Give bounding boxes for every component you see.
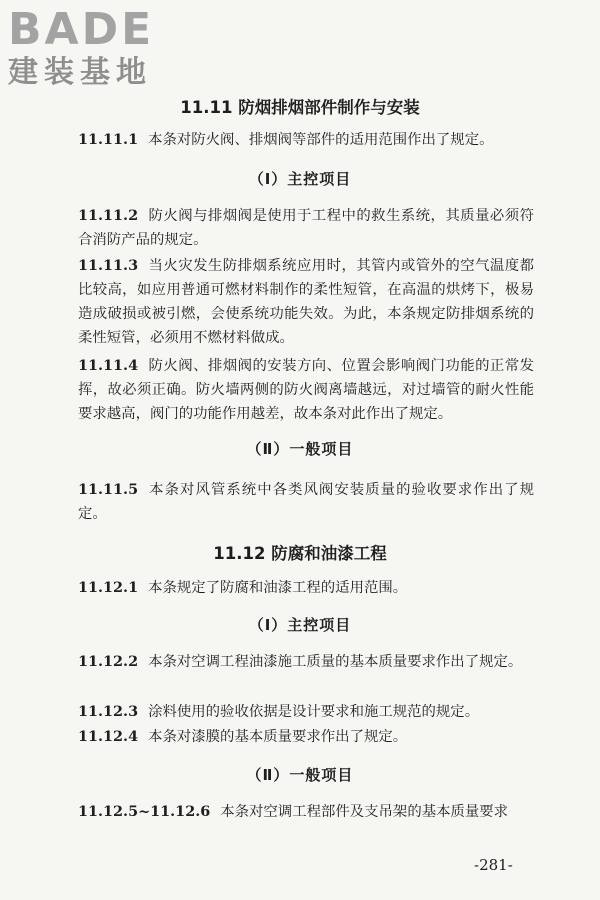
subheading-general-items: （Ⅱ）一般项目 xyxy=(246,766,354,784)
clause-11-11-5 xyxy=(78,478,534,526)
clause-text: 当火灾发生防排烟系统应用时，其管内或管外的空气温度都比较高，如应用普通可燃材料制作的柔性短管，在高温的烘烤下，极易造成破损或被引燃，会使系统功能失效。为此，本条规定防排烟系统的柔性短管，必须用不燃材料做成。 xyxy=(78,258,534,346)
clause-11-12-4 xyxy=(78,725,534,749)
clause-text: 本条对漆膜的基本质量要求作出了规定。 xyxy=(148,729,408,745)
logo xyxy=(8,6,178,94)
clause-number: 11.11.2 xyxy=(78,207,139,224)
subheading-main-items: （Ⅰ）主控项目 xyxy=(248,170,352,188)
clause-number: 11.11.3 xyxy=(78,257,139,274)
clause-11-11-1 xyxy=(78,128,534,152)
clause-11-12-3 xyxy=(78,700,534,724)
subheading-main-items: （Ⅰ）主控项目 xyxy=(248,616,352,634)
clause-11-11-2 xyxy=(78,204,534,252)
clause-text: 本条规定了防腐和油漆工程的适用范围。 xyxy=(148,580,408,596)
clause-text: 防火阀、排烟阀的安装方向、位置会影响阀门功能的正常发挥，故必须正确。防火墙两侧的防火阀离墙越远，对过墙管的耐火性能要求越高，阀门的功能作用越差，故本条对此作出了规定。 xyxy=(78,358,534,422)
clause-11-12-2 xyxy=(78,650,534,674)
clause-number: 11.12.5~11.12.6 xyxy=(78,803,211,820)
logo-subtitle: 建装基地 xyxy=(8,55,152,90)
clause-text: 防火阀与排烟阀是使用于工程中的救生系统，其质量必须符合消防产品的规定。 xyxy=(78,208,534,248)
clause-number: 11.11.1 xyxy=(78,131,139,148)
clause-11-12-5-6 xyxy=(78,800,534,824)
clause-11-11-4 xyxy=(78,354,534,426)
subheading-general-items: （Ⅱ）一般项目 xyxy=(246,440,354,458)
clause-11-11-3 xyxy=(78,254,534,350)
clause-text: 本条对空调工程油漆施工质量的基本质量要求作出了规定。 xyxy=(148,654,523,670)
clause-number: 11.12.2 xyxy=(78,653,139,670)
clause-text: 涂料使用的验收依据是设计要求和施工规范的规定。 xyxy=(148,704,480,720)
clause-number: 11.11.5 xyxy=(78,481,139,498)
clause-text: 本条对空调工程部件及支吊架的基本质量要求 xyxy=(220,804,509,820)
clause-number: 11.12.1 xyxy=(78,579,139,596)
page-number: -281- xyxy=(474,856,513,874)
clause-number: 11.11.4 xyxy=(78,357,139,374)
logo-mark: BADE xyxy=(8,4,155,55)
clause-number: 11.12.3 xyxy=(78,703,139,720)
section-title-11-12: 11.12 防腐和油漆工程 xyxy=(213,544,387,563)
section-title-11-11: 11.11 防烟排烟部件制作与安装 xyxy=(180,98,420,117)
clause-text: 本条对风管系统中各类风阀安装质量的验收要求作出了规定。 xyxy=(78,482,534,522)
clause-11-12-1 xyxy=(78,576,534,600)
clause-text: 本条对防火阀、排烟阀等部件的适用范围作出了规定。 xyxy=(148,132,494,148)
clause-number: 11.12.4 xyxy=(78,728,139,745)
